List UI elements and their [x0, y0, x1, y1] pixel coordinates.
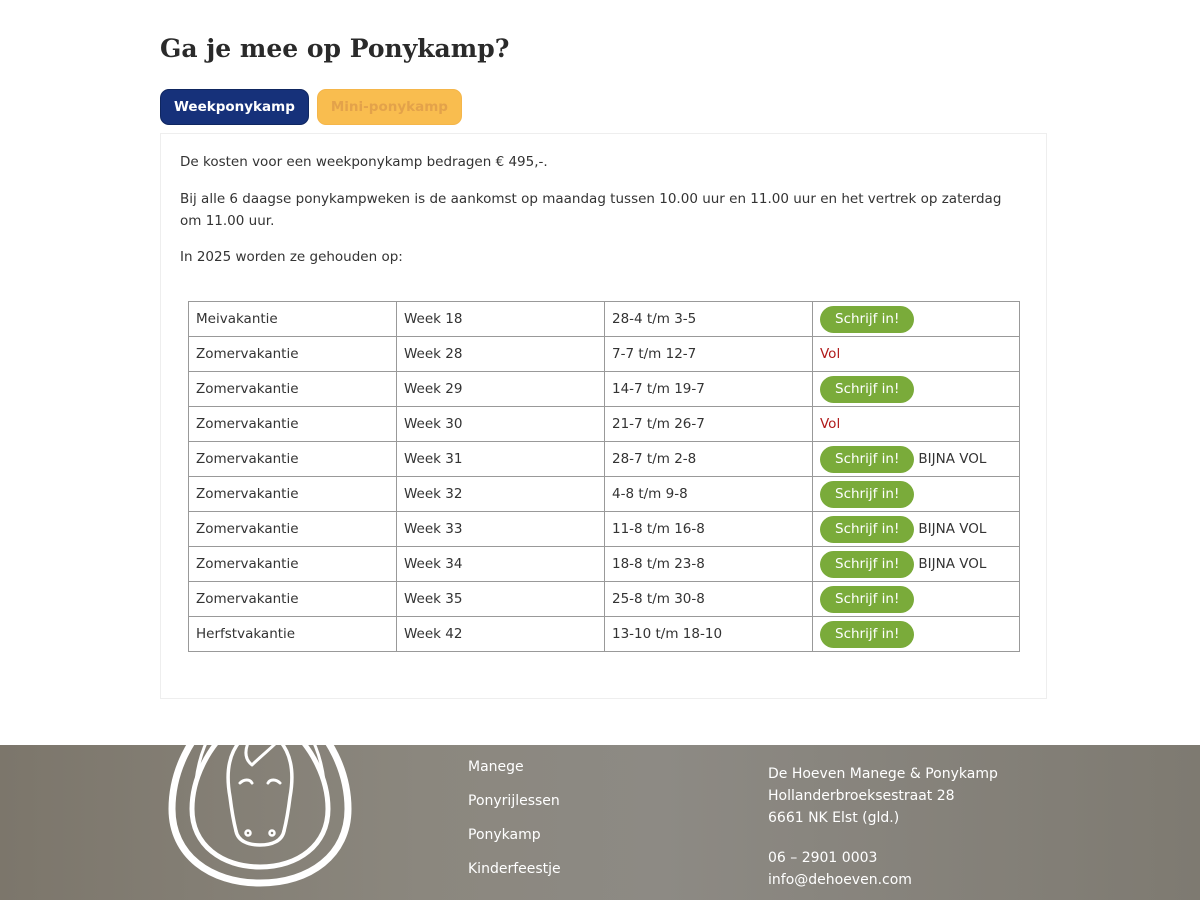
table-row	[189, 372, 1020, 407]
week-cell: Week 28	[397, 337, 605, 372]
dates-cell: 25-8 t/m 30-8	[605, 582, 813, 617]
business-name: De Hoeven Manege & Ponykamp	[768, 766, 998, 782]
holiday-cell: Zomervakantie	[189, 407, 397, 442]
tab-weekponykamp[interactable]: Weekponykamp	[160, 89, 309, 125]
dates-cell: 18-8 t/m 23-8	[605, 547, 813, 582]
phone-number[interactable]: 06 – 2901 0003	[768, 850, 878, 866]
status-cell	[813, 337, 1020, 372]
email-link[interactable]: info@dehoeven.com	[768, 872, 912, 888]
table-row	[189, 442, 1020, 477]
dates-cell: 21-7 t/m 26-7	[605, 407, 813, 442]
holiday-cell: Zomervakantie	[189, 477, 397, 512]
status-cell	[813, 372, 1020, 407]
table-row	[189, 477, 1020, 512]
page-title: Ga je mee op Ponykamp?	[160, 34, 510, 63]
almost-full-note: BIJNA VOL	[918, 556, 987, 572]
city-address: 6661 NK Elst (gld.)	[768, 810, 900, 826]
footer-link-ponyrijlessen[interactable]: Ponyrijlessen	[468, 793, 560, 809]
holiday-cell: Zomervakantie	[189, 512, 397, 547]
week-cell: Week 42	[397, 617, 605, 652]
dates-cell: 13-10 t/m 18-10	[605, 617, 813, 652]
table-row	[189, 337, 1020, 372]
footer-nav	[468, 759, 561, 895]
horseshoe-pony-logo-icon[interactable]	[168, 705, 352, 887]
week-cell: Week 18	[397, 302, 605, 337]
holiday-cell: Zomervakantie	[189, 337, 397, 372]
holiday-cell: Herfstvakantie	[189, 617, 397, 652]
week-cell: Week 33	[397, 512, 605, 547]
table-row	[189, 617, 1020, 652]
footer-address	[768, 763, 998, 891]
tab-bar	[160, 89, 462, 125]
dates-cell: 28-7 t/m 2-8	[605, 442, 813, 477]
footer-link-manege[interactable]: Manege	[468, 759, 524, 775]
footer-link-ponykamp[interactable]: Ponykamp	[468, 827, 541, 843]
week-cell: Week 31	[397, 442, 605, 477]
status-cell	[813, 477, 1020, 512]
dates-cell: 28-4 t/m 3-5	[605, 302, 813, 337]
tab-panel	[160, 133, 1047, 699]
week-cell: Week 35	[397, 582, 605, 617]
table-row	[189, 582, 1020, 617]
signup-button[interactable]: Schrijf in!	[820, 516, 914, 543]
holiday-cell: Zomervakantie	[189, 442, 397, 477]
status-cell	[813, 302, 1020, 337]
table-row	[189, 547, 1020, 582]
status-cell	[813, 547, 1020, 582]
signup-button[interactable]: Schrijf in!	[820, 621, 914, 648]
week-cell: Week 34	[397, 547, 605, 582]
signup-button[interactable]: Schrijf in!	[820, 306, 914, 333]
street-address: Hollanderbroeksestraat 28	[768, 788, 955, 804]
tab-mini-ponykamp[interactable]: Mini-ponykamp	[317, 89, 462, 125]
signup-button[interactable]: Schrijf in!	[820, 376, 914, 403]
full-status: Vol	[820, 416, 841, 432]
table-row	[189, 407, 1020, 442]
weeks-table	[188, 301, 1020, 652]
dates-cell: 11-8 t/m 16-8	[605, 512, 813, 547]
spacer	[768, 829, 998, 847]
status-cell	[813, 617, 1020, 652]
status-cell	[813, 582, 1020, 617]
almost-full-note: BIJNA VOL	[918, 521, 987, 537]
status-cell	[813, 512, 1020, 547]
holiday-cell: Meivakantie	[189, 302, 397, 337]
signup-button[interactable]: Schrijf in!	[820, 446, 914, 473]
dates-cell: 7-7 t/m 12-7	[605, 337, 813, 372]
status-cell	[813, 442, 1020, 477]
holiday-cell: Zomervakantie	[189, 547, 397, 582]
table-row	[189, 512, 1020, 547]
holiday-cell: Zomervakantie	[189, 582, 397, 617]
cost-text: De kosten voor een weekponykamp bedragen € 495,-.	[180, 154, 548, 170]
dates-cell: 4-8 t/m 9-8	[605, 477, 813, 512]
full-status: Vol	[820, 346, 841, 362]
year-text: In 2025 worden ze gehouden op:	[180, 249, 403, 265]
week-cell: Week 30	[397, 407, 605, 442]
schedule-text: Bij alle 6 daagse ponykampweken is de aankomst op maandag tussen 10.00 uur en 11.00 uur en het vertrek op zaterdag om 11.00 uur.	[180, 191, 1002, 229]
week-cell: Week 29	[397, 372, 605, 407]
dates-cell: 14-7 t/m 19-7	[605, 372, 813, 407]
signup-button[interactable]: Schrijf in!	[820, 586, 914, 613]
table-row	[189, 302, 1020, 337]
holiday-cell: Zomervakantie	[189, 372, 397, 407]
footer-link-kinderfeestje[interactable]: Kinderfeestje	[468, 861, 561, 877]
week-cell: Week 32	[397, 477, 605, 512]
signup-button[interactable]: Schrijf in!	[820, 481, 914, 508]
almost-full-note: BIJNA VOL	[918, 451, 987, 467]
signup-button[interactable]: Schrijf in!	[820, 551, 914, 578]
status-cell	[813, 407, 1020, 442]
